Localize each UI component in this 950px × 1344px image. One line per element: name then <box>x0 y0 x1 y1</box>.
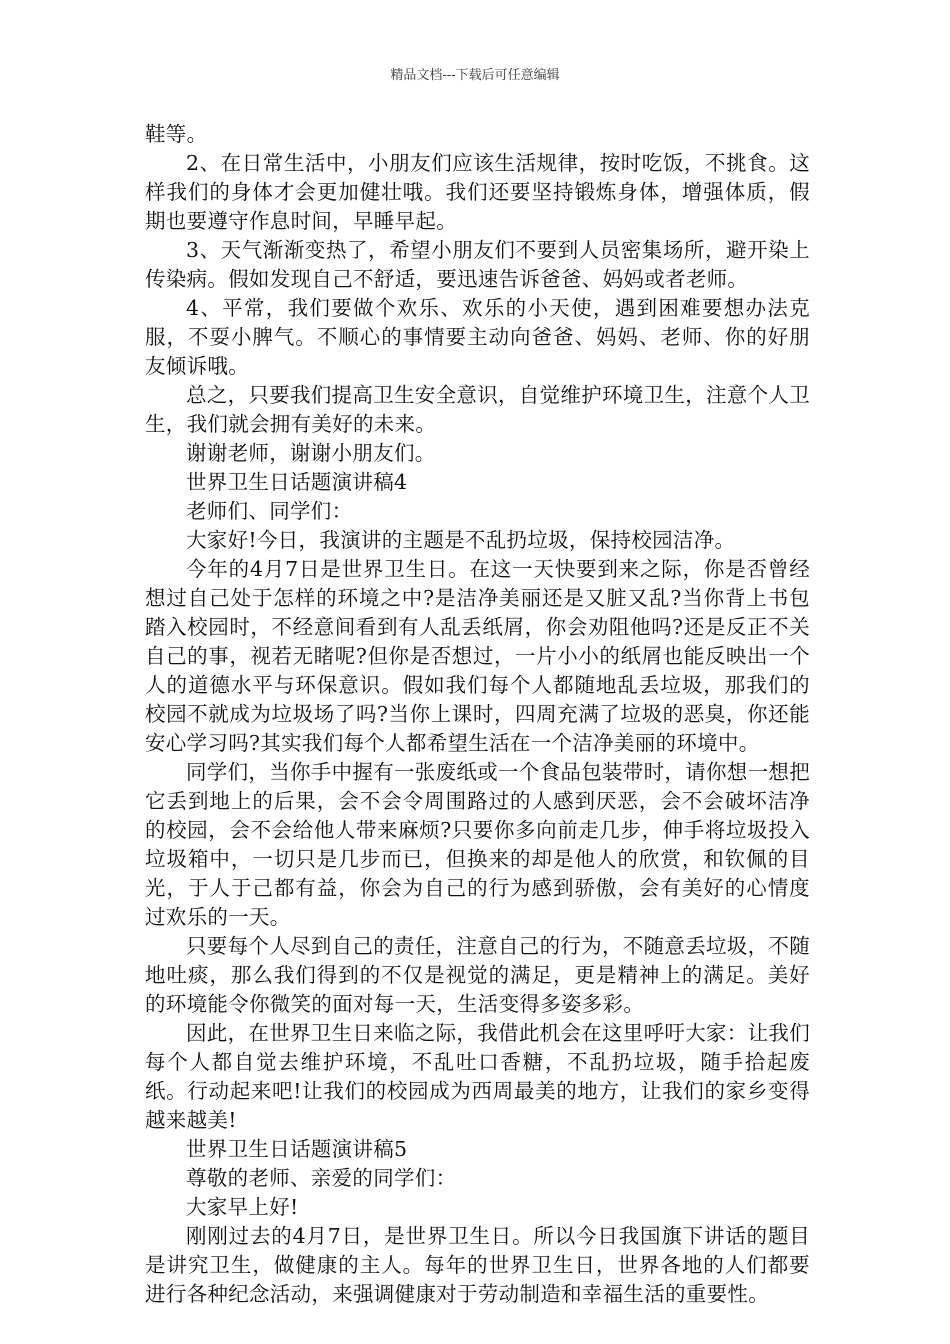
salutation: 老师们、同学们： <box>186 499 353 523</box>
paragraph: 只要每个人尽到自己的责任，注意自己的行为，不随意丢垃圾，不随地吐痰，那么我们得到的不仅是视觉的满足，更是精神上的满足。美好的环境能令你微笑的面对每一天，生活变得多姿多彩。 <box>145 934 810 1016</box>
section-title: 世界卫生日话题演讲稿4 <box>186 470 408 494</box>
paragraph: 今年的4月7日是世界卫生日。在这一天快要到来之际，你是否曾经想过自己处于怎样的环境之中?是洁净美丽还是又脏又乱?当你背上书包踏入校园时，不经意间看到有人乱丢纸屑，你会劝阻他吗?还是反正不关自己的事，视若无睹呢?但你是否想过，一片小小的纸屑也能反映出一个人的道德水平与环保意识。假如我们每个人都随地乱丢垃圾，那我们的校园不就成为垃圾场了吗?当你上课时，四周充满了垃圾的恶臭，你还能安心学习吗?其实我们每个人都希望生活在一个洁净美丽的环境中。 <box>145 557 810 755</box>
paragraph: 3、天气渐渐变热了，希望小朋友们不要到人员密集场所，避开染上传染病。假如发现自己不舒适，要迅速告诉爸爸、妈妈或者老师。 <box>145 238 810 291</box>
document-body <box>145 120 810 1309</box>
greeting: 大家早上好! <box>186 1195 299 1219</box>
paragraph: 刚刚过去的4月7日，是世界卫生日。所以今日我国旗下讲话的题目是讲究卫生，做健康的主人。每年的世界卫生日，世界各地的人们都要进行各种纪念活动，来强调健康对于劳动制造和幸福生活的重要性。 <box>145 1224 810 1306</box>
paragraph: 因此，在世界卫生日来临之际，我借此机会在这里呼吁大家：让我们每个人都自觉去维护环境，不乱吐口香糖，不乱扔垃圾，随手拾起废纸。行动起来吧!让我们的校园成为西周最美的地方，让我们的家乡变得越来越美! <box>145 1021 810 1132</box>
paragraph: 4、平常，我们要做个欢乐、欢乐的小天使，遇到困难要想办法克服，不耍小脾气。不顺心的事情要主动向爸爸、妈妈、老师、你的好朋友倾诉哦。 <box>145 296 810 378</box>
paragraph: 鞋等。 <box>145 122 208 146</box>
page-header: 精品文档---下载后可任意编辑 <box>390 68 560 83</box>
paragraph: 谢谢老师，谢谢小朋友们。 <box>186 441 436 465</box>
paragraph: 2、在日常生活中，小朋友们应该生活规律，按时吃饭，不挑食。这样我们的身体才会更加健壮哦。我们还要坚持锻炼身体，增强体质，假期也要遵守作息时间，早睡早起。 <box>145 151 810 233</box>
section-title: 世界卫生日话题演讲稿5 <box>186 1137 408 1161</box>
paragraph: 总之，只要我们提高卫生安全意识，自觉维护环境卫生，注意个人卫生，我们就会拥有美好的未来。 <box>145 383 810 436</box>
salutation: 尊敬的老师、亲爱的同学们： <box>186 1166 457 1190</box>
paragraph: 大家好!今日，我演讲的主题是不乱扔垃圾，保持校园洁净。 <box>186 528 736 552</box>
paragraph: 同学们，当你手中握有一张废纸或一个食品包装带时，请你想一想把它丢到地上的后果，会不会令周围路过的人感到厌恶，会不会破坏洁净的校园，会不会给他人带来麻烦?只要你多向前走几步，伸手将垃圾投入垃圾箱中，一切只是几步而已，但换来的却是他人的欣赏，和钦佩的目光，于人于己都有益，你会为自己的行为感到骄傲，会有美好的心情度过欢乐的一天。 <box>145 760 810 929</box>
